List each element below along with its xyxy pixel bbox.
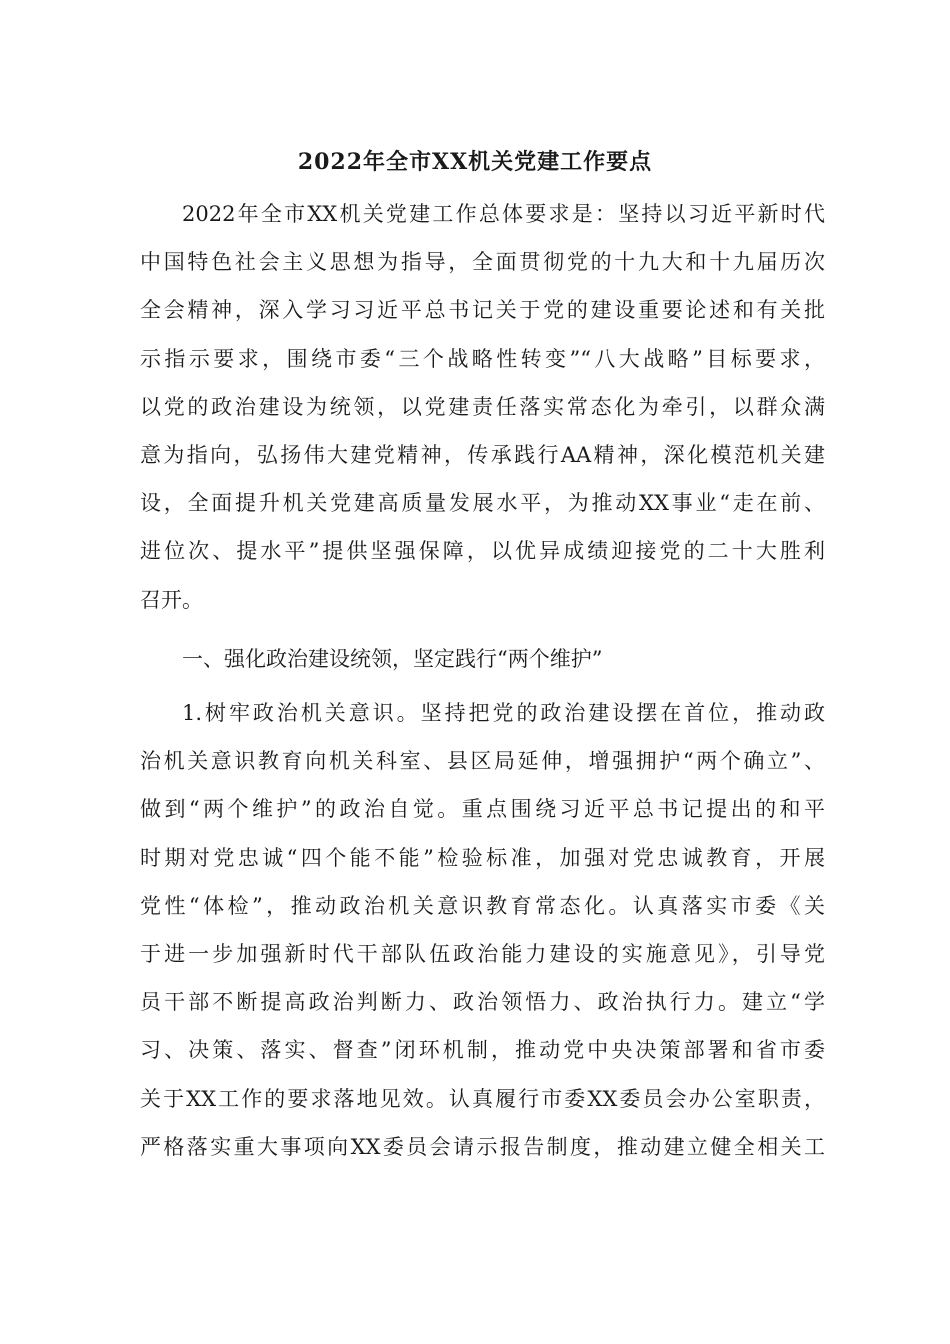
paragraph-line: 时期对党忠诚“四个能不能”检验标准，加强对党忠诚教育，开展 [140,845,825,870]
paragraph-line: 关于XX工作的要求落地见效。认真履行市委XX委员会办公室职责， [140,1086,825,1111]
item-1-paragraph [140,689,825,1171]
paragraph-line: 2022年全市XX机关党建工作总体要求是：坚持以习近平新时代 [182,202,825,226]
paragraph-line: 习、决策、落实、督查”闭环机制，推动党中央决策部署和省市委 [140,1038,825,1063]
paragraph-line: 1.树牢政治机关意识。坚持把党的政治建设摆在首位，推动政 [182,701,825,725]
paragraph-line: 召开。 [140,587,203,612]
paragraph-line: 做到“两个维护”的政治自觉。重点围绕习近平总书记提出的和平 [140,797,825,822]
paragraph-line: 员干部不断提高政治判断力、政治领悟力、政治执行力。建立“学 [140,990,825,1015]
intro-paragraph [140,190,825,624]
paragraph-line: 严格落实重大事项向XX委员会请示报告制度，推动建立健全相关工 [140,1134,825,1159]
paragraph-line: 意为指向，弘扬伟大建党精神，传承践行AA精神，深化模范机关建 [140,443,825,468]
paragraph-line: 设，全面提升机关党建高质量发展水平，为推动XX事业“走在前、 [140,491,825,516]
section-heading-text: 一、强化政治建设统领，坚定践行“两个维护” [182,647,603,671]
paragraph-line: 党性“体检”，推动政治机关意识教育常态化。认真落实市委《关 [140,893,825,918]
paragraph-line: 于进一步加强新时代干部队伍政治能力建设的实施意见》，引导党 [140,942,825,967]
paragraph-line: 进位次、提水平”提供坚强保障，以优异成绩迎接党的二十大胜利 [140,539,825,564]
paragraph-line: 治机关意识教育向机关科室、县区局延伸，增强拥护“两个确立”、 [140,749,825,774]
section-heading [140,635,825,683]
paragraph-line: 以党的政治建设为统领，以党建责任落实常态化为牵引，以群众满 [140,394,825,419]
document-title: 2022年全市XX机关党建工作要点 [297,149,653,175]
paragraph-line: 全会精神，深入学习习近平总书记关于党的建设重要论述和有关批 [140,298,825,323]
paragraph-line: 中国特色社会主义思想为指导，全面贯彻党的十九大和十九届历次 [140,250,825,275]
paragraph-line: 示指示要求，围绕市委“三个战略性转变”“八大战略”目标要求， [140,346,825,371]
